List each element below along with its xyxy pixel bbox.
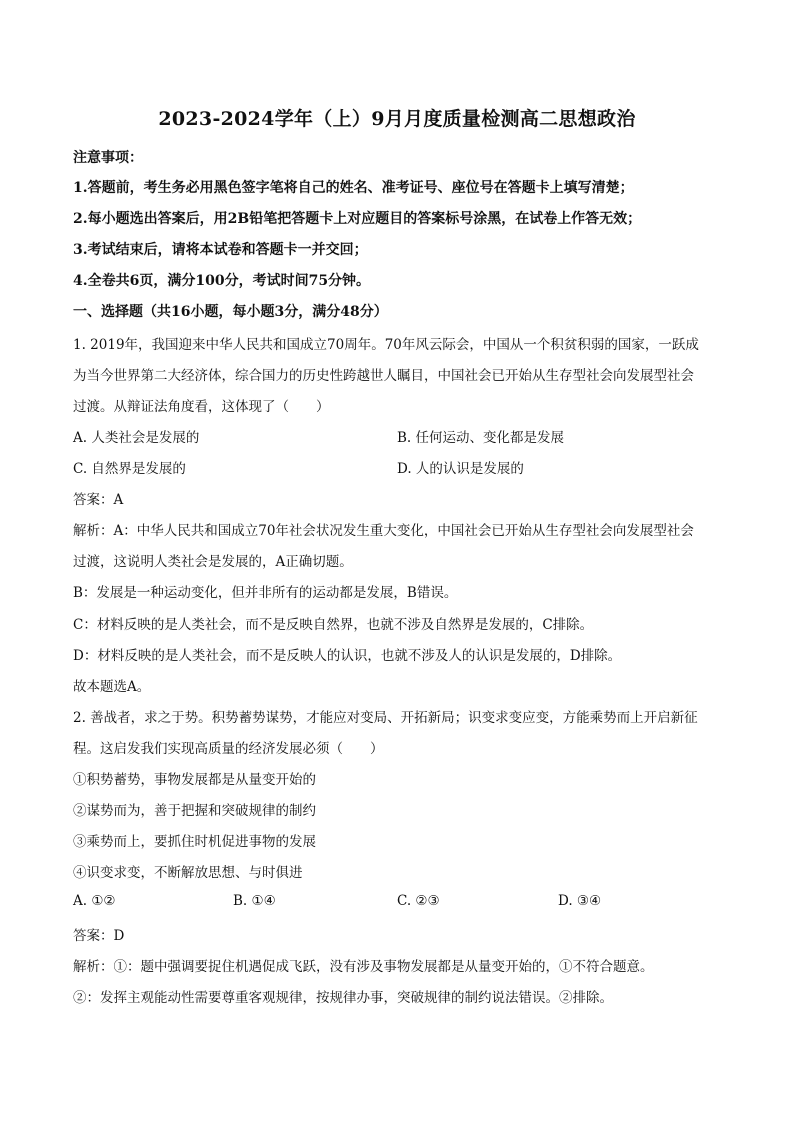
question-2-option-c: C. ②③ — [397, 893, 440, 909]
question-1-option-c: C. 自然界是发展的 — [73, 461, 186, 477]
question-2-statement: ③乘势而上，要抓住时机促进事物的发展 — [73, 834, 316, 850]
question-1-option-b: B. 任何运动、变化都是发展 — [397, 430, 565, 446]
notice-item: 4.全卷共6页，满分100分，考试时间75分钟。 — [73, 273, 371, 289]
question-1-analysis: B：发展是一种运动变化，但并非所有的运动都是发展，B错误。 — [73, 585, 458, 601]
question-2-statement: ④识变求变，不断解放思想、与时俱进 — [73, 865, 303, 881]
question-2-statement: ①积势蓄势，事物发展都是从量变开始的 — [73, 772, 316, 788]
question-1-stem: 为当今世界第二大经济体，综合国力的历史性跨越世人瞩目，中国社会已开始从生存型社会向发展型社会 — [73, 368, 694, 384]
notice-item: 1.答题前，考生务必用黑色签字笔将自己的姓名、准考证号、座位号在答题卡上填写清楚； — [73, 180, 634, 196]
question-2-statement: ②谋势而为，善于把握和突破规律的制约 — [73, 803, 316, 819]
question-2-option-d: D. ③④ — [558, 893, 602, 909]
notice-item: 3.考试结束后，请将本试卷和答题卡一并交回； — [73, 242, 368, 258]
question-1-stem: 1. 2019年，我国迎来中华人民共和国成立70周年。70年风云际会，中国从一个积贫积弱的国家，一跃成 — [73, 337, 699, 353]
question-1-stem: 过渡。从辩证法角度看，这体现了（ ） — [73, 399, 330, 415]
question-2-stem: 程。这启发我们实现高质量的经济发展必须（ ） — [73, 741, 384, 757]
question-2-answer: 答案：D — [73, 928, 125, 944]
notice-heading: 注意事项： — [73, 150, 143, 166]
question-2-analysis: 解析：①：题中强调要捉住机遇促成飞跃，没有涉及事物发展都是从量变开始的，①不符合题意。 — [73, 959, 654, 975]
question-2-stem: 2. 善战者，求之于势。积势蓄势谋势，才能应对变局、开拓新局；识变求变应变，方能乘势而上开启新征 — [73, 710, 698, 726]
question-1-answer: 答案：A — [73, 492, 124, 508]
question-2-option-b: B. ①④ — [233, 893, 276, 909]
question-1-analysis: C：材料反映的是人类社会，而不是反映自然界，也就不涉及自然界是发展的，C排除。 — [73, 617, 594, 633]
question-2-option-a: A. ①② — [73, 893, 116, 909]
notice-item: 2.每小题选出答案后，用2B铅笔把答题卡上对应题目的答案标号涂黑，在试卷上作答无效； — [73, 211, 642, 227]
question-1-analysis: 过渡，这说明人类社会是发展的，A正确切题。 — [73, 554, 353, 570]
question-1-analysis: D：材料反映的是人类社会，而不是反映人的认识，也就不涉及人的认识是发展的，D排除。 — [73, 648, 622, 664]
question-1-analysis: 故本题选A。 — [73, 679, 151, 695]
question-1-option-a: A. 人类社会是发展的 — [73, 430, 200, 446]
question-1-analysis: 解析：A：中华人民共和国成立70年社会状况发生重大变化，中国社会已开始从生存型社会向发展型社会 — [73, 523, 694, 539]
question-1-option-d: D. 人的认识是发展的 — [397, 461, 524, 477]
page-title: 2023-2024学年（上）9月月度质量检测高二思想政治 — [158, 108, 636, 130]
section-heading: 一、选择题（共16小题，每小题3分，满分48分） — [73, 304, 388, 320]
question-2-analysis: ②：发挥主观能动性需要尊重客观规律，按规律办事，突破规律的制约说法错误。②排除。 — [73, 990, 613, 1006]
